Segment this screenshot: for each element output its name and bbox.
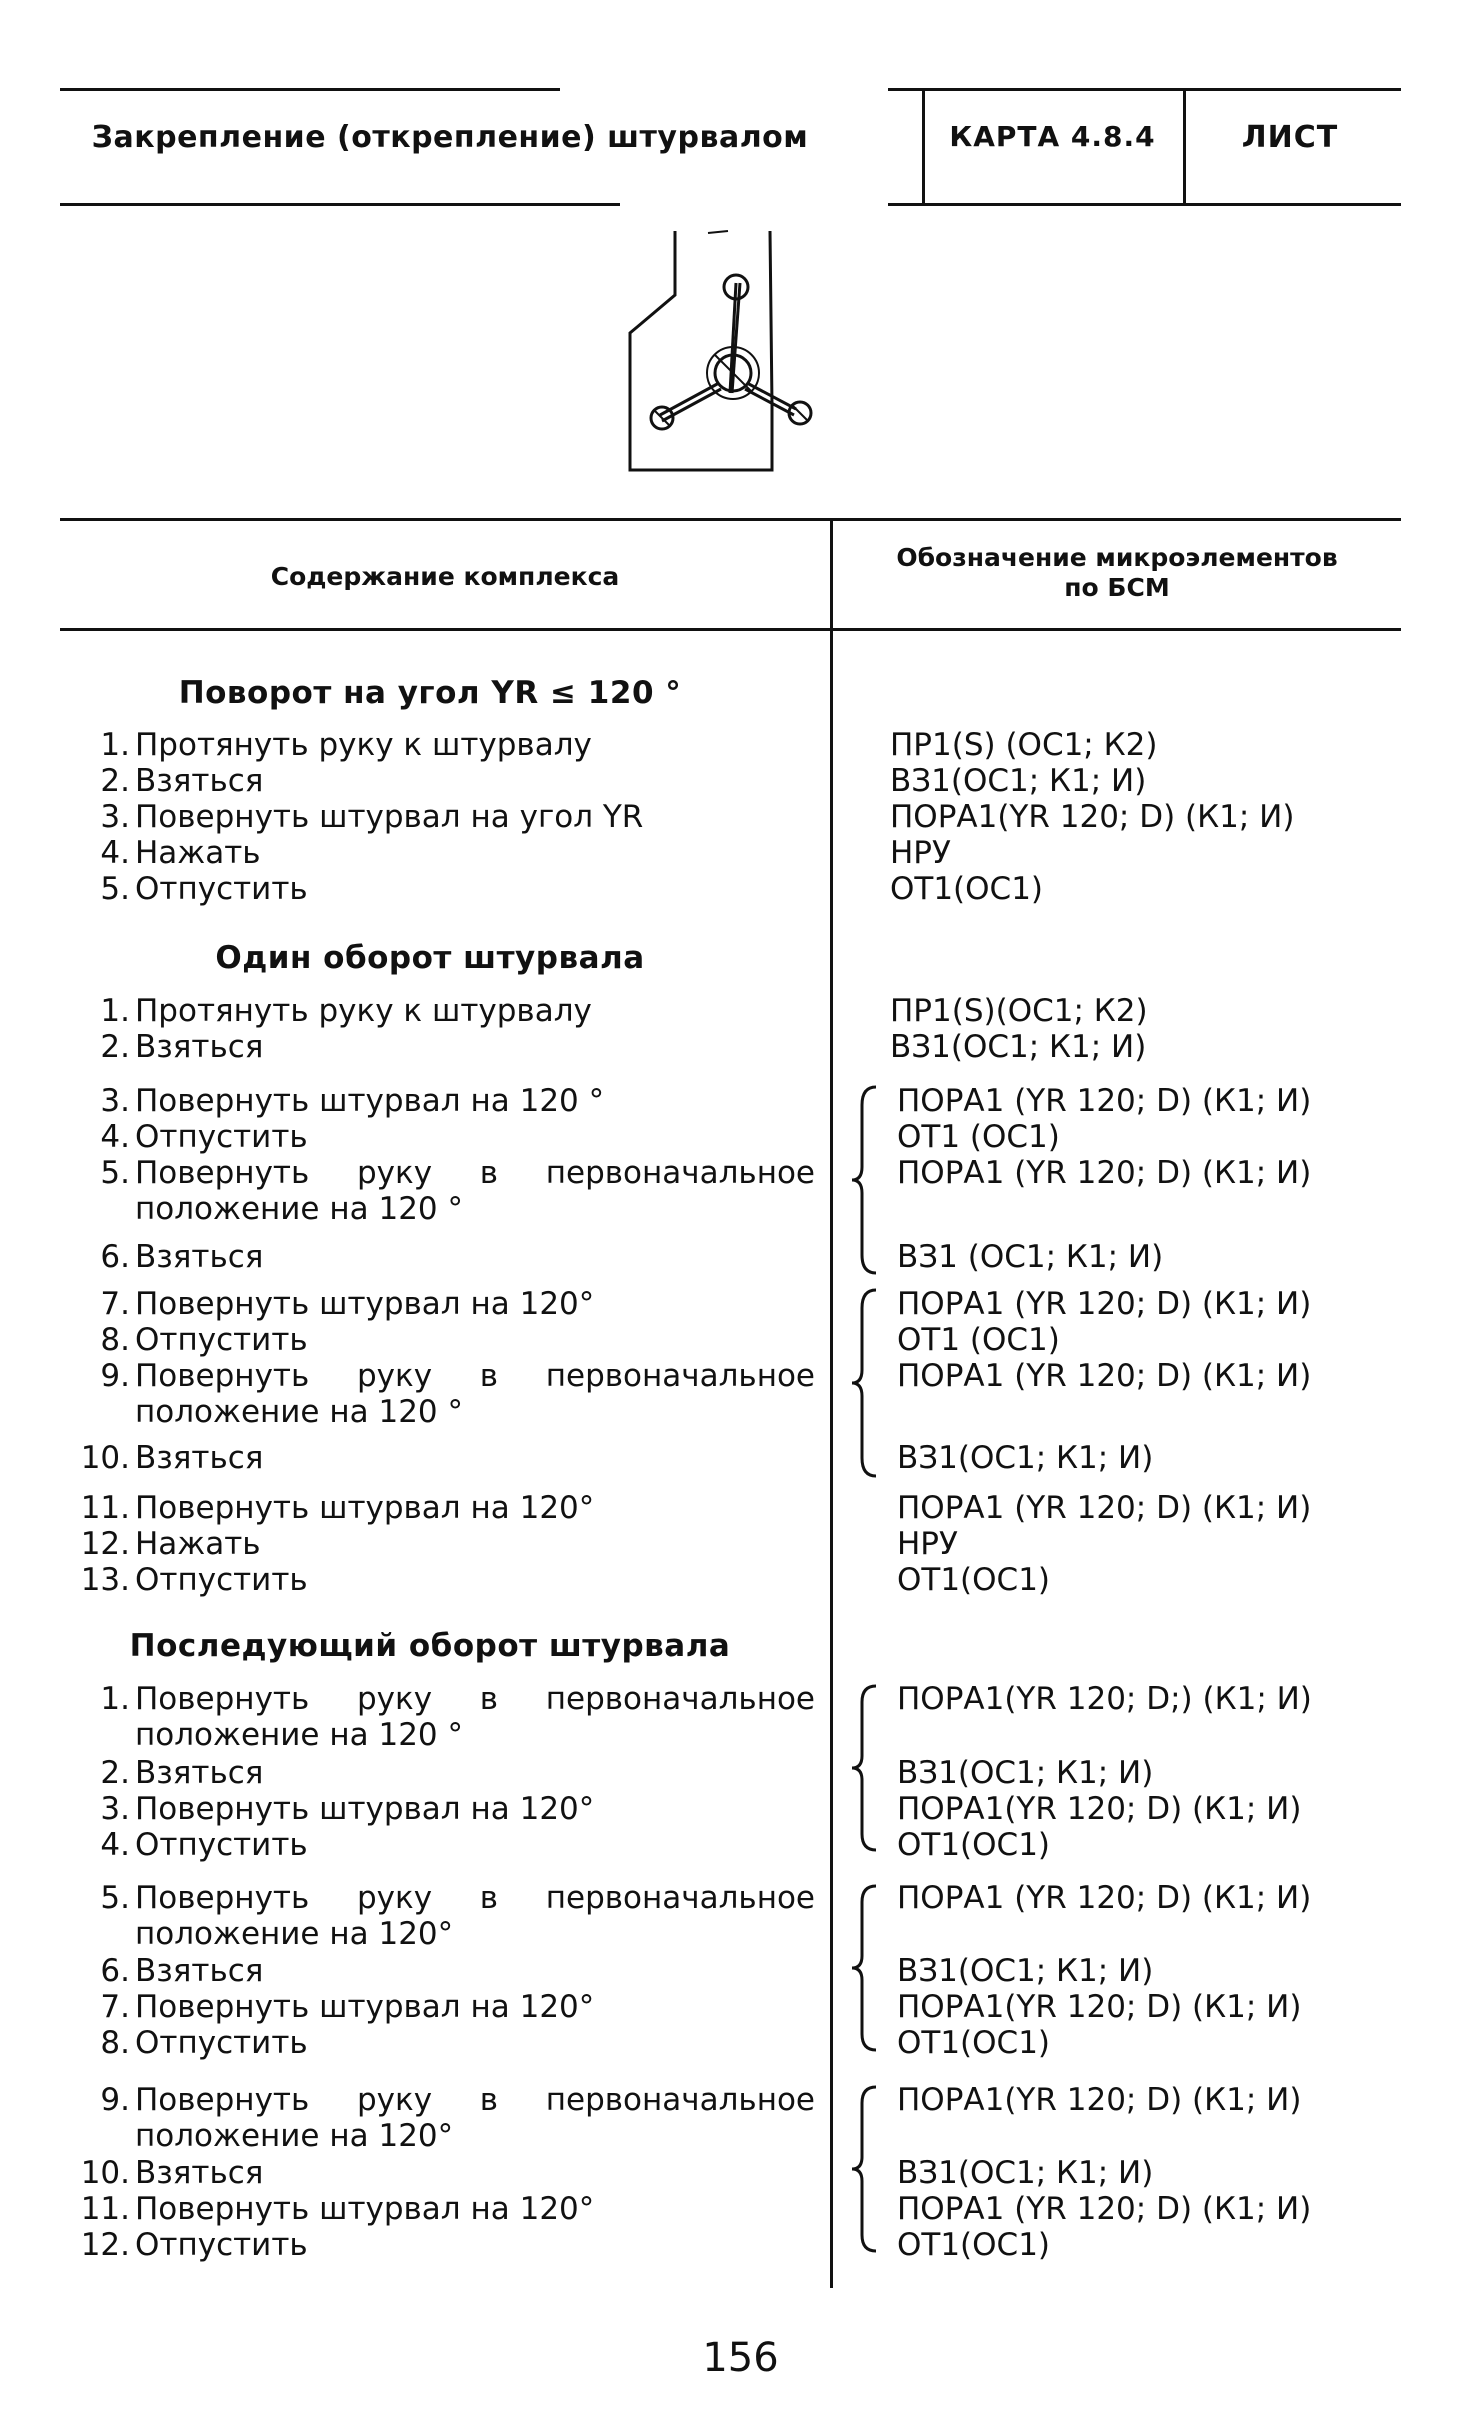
step-number: 13. — [80, 1562, 130, 1598]
column-header-codes-line2: по БСМ — [1064, 573, 1170, 602]
step-number: 1. — [100, 993, 130, 1029]
step-number: 5. — [100, 871, 130, 907]
sheet-label: ЛИСТ — [1241, 120, 1339, 155]
step-code: ПР1(S) (ОС1; К2) — [890, 727, 1158, 763]
step-code: ОТ1(ОС1) — [897, 2025, 1051, 2061]
step-text: Повернуть руку в первоначальное положение на 120 ° — [135, 1681, 815, 1753]
group-brace — [848, 1085, 882, 1275]
step-text: Протянуть руку к штурвалу — [135, 727, 592, 763]
step-number: 6. — [100, 1953, 130, 1989]
step-number: 5. — [100, 1155, 130, 1191]
step-number: 4. — [100, 835, 130, 871]
step-code: ПР1(S)(ОС1; К2) — [890, 993, 1148, 1029]
header-bottom-rule — [60, 203, 620, 206]
handwheel-diagram-icon — [620, 225, 840, 480]
step-text: Повернуть штурвал на 120 ° — [135, 1083, 605, 1119]
step-number: 12. — [80, 2227, 130, 2263]
step-number: 3. — [100, 1083, 130, 1119]
step-code: ПОРА1(YR 120; D;) (К1; И) — [897, 1681, 1312, 1717]
step-code: ВЗ1(ОС1; К1; И) — [890, 1029, 1147, 1065]
step-text: Взяться — [135, 1755, 264, 1791]
step-text: Повернуть руку в первоначальное положение на 120° — [135, 2082, 815, 2154]
step-number: 2. — [100, 763, 130, 799]
step-code: ОТ1 (ОС1) — [897, 1119, 1060, 1155]
step-code: ОТ1 (ОС1) — [897, 1322, 1060, 1358]
step-text: Протянуть руку к штурвалу — [135, 993, 592, 1029]
page-title: Закрепление (открепление) штурвалом — [91, 120, 809, 155]
table-head-rule — [60, 628, 1401, 631]
step-text: Отпустить — [135, 871, 308, 907]
card-number: КАРТА 4.8.4 — [949, 120, 1156, 153]
step-number: 2. — [100, 1029, 130, 1065]
step-text: Повернуть штурвал на 120° — [135, 1490, 595, 1526]
step-text: Повернуть штурвал на 120° — [135, 1989, 595, 2025]
step-text: Нажать — [135, 835, 261, 871]
step-number: 9. — [100, 1358, 130, 1394]
step-code: ОТ1(ОС1) — [897, 1827, 1051, 1863]
step-code: ПОРА1 (YR 120; D) (К1; И) — [897, 1880, 1312, 1916]
header-bottom-rule-right — [888, 203, 1401, 206]
header-top-rule-right — [888, 88, 1401, 91]
step-text: Взяться — [135, 1029, 264, 1065]
step-number: 3. — [100, 799, 130, 835]
table-top-rule — [60, 518, 1401, 521]
step-number: 10. — [80, 2155, 130, 2191]
group-brace — [848, 1288, 882, 1478]
step-text: Повернуть руку в первоначальное положение на 120 ° — [135, 1358, 815, 1430]
step-text: Повернуть штурвал на угол YR — [135, 799, 644, 835]
step-number: 6. — [100, 1239, 130, 1275]
header-top-rule — [60, 88, 560, 91]
step-number: 7. — [100, 1989, 130, 2025]
step-code: ПОРА1(YR 120; D) (К1; И) — [897, 2082, 1302, 2118]
section-title: Один оборот штурвала — [215, 940, 645, 976]
step-code: ПОРА1(YR 120; D) (К1; И) — [897, 1791, 1302, 1827]
step-code: ВЗ1 (ОС1; К1; И) — [897, 1239, 1164, 1275]
step-text: Отпустить — [135, 2227, 308, 2263]
step-code: ОТ1(ОС1) — [897, 1562, 1051, 1598]
step-text: Взяться — [135, 763, 264, 799]
step-code: ПОРА1 (YR 120; D) (К1; И) — [897, 1358, 1312, 1394]
step-text: Отпустить — [135, 1119, 308, 1155]
step-number: 1. — [100, 727, 130, 763]
step-code: ПОРА1(YR 120; D) (К1; И) — [897, 1989, 1302, 2025]
step-code: ПОРА1(YR 120; D) (К1; И) — [890, 799, 1295, 835]
step-number: 4. — [100, 1827, 130, 1863]
step-code: ОТ1(ОС1) — [890, 871, 1044, 907]
step-number: 8. — [100, 2025, 130, 2061]
step-text: Повернуть штурвал на 120° — [135, 2191, 595, 2227]
step-code: ВЗ1(ОС1; К1; И) — [897, 2155, 1154, 2191]
step-text: Взяться — [135, 2155, 264, 2191]
step-text: Повернуть руку в первоначальное положение на 120° — [135, 1880, 815, 1952]
step-code: ПОРА1 (YR 120; D) (К1; И) — [897, 1286, 1312, 1322]
column-header-codes-line1: Обозначение микроэлементов — [896, 543, 1338, 572]
group-brace — [848, 2085, 882, 2253]
step-text: Отпустить — [135, 1827, 308, 1863]
step-number: 9. — [100, 2082, 130, 2118]
step-number: 11. — [80, 1490, 130, 1526]
step-code: ВЗ1(ОС1; К1; И) — [890, 763, 1147, 799]
step-text: Нажать — [135, 1526, 261, 1562]
step-code: ВЗ1(ОС1; К1; И) — [897, 1953, 1154, 1989]
step-code: ОТ1(ОС1) — [897, 2227, 1051, 2263]
step-number: 7. — [100, 1286, 130, 1322]
step-number: 11. — [80, 2191, 130, 2227]
step-code: НРУ — [897, 1526, 958, 1562]
section-title: Последующий оборот штурвала — [129, 1628, 731, 1664]
section-title: Поворот на угол YR ≤ 120 ° — [178, 675, 682, 711]
step-text: Повернуть штурвал на 120° — [135, 1286, 595, 1322]
step-text: Взяться — [135, 1953, 264, 1989]
column-header-content: Содержание комплекса — [270, 562, 620, 591]
step-number: 1. — [100, 1681, 130, 1717]
step-number: 10. — [80, 1440, 130, 1476]
step-number: 2. — [100, 1755, 130, 1791]
group-brace — [848, 1884, 882, 2052]
step-code: ПОРА1 (YR 120; D) (К1; И) — [897, 1155, 1312, 1191]
step-code: ПОРА1 (YR 120; D) (К1; И) — [897, 2191, 1312, 2227]
column-divider — [830, 518, 833, 2288]
step-text: Взяться — [135, 1440, 264, 1476]
step-text: Повернуть штурвал на 120° — [135, 1791, 595, 1827]
step-text: Повернуть руку в первоначальное положение на 120 ° — [135, 1155, 815, 1227]
header-divider-right — [1183, 91, 1186, 203]
step-text: Взяться — [135, 1239, 264, 1275]
step-number: 12. — [80, 1526, 130, 1562]
step-code: ВЗ1(ОС1; К1; И) — [897, 1440, 1154, 1476]
step-code: НРУ — [890, 835, 951, 871]
page-number: 156 — [702, 2335, 779, 2381]
step-code: ПОРА1 (YR 120; D) (К1; И) — [897, 1083, 1312, 1119]
group-brace — [848, 1684, 882, 1852]
step-text: Отпустить — [135, 1322, 308, 1358]
step-code: ВЗ1(ОС1; К1; И) — [897, 1755, 1154, 1791]
step-code: ПОРА1 (YR 120; D) (К1; И) — [897, 1490, 1312, 1526]
step-number: 3. — [100, 1791, 130, 1827]
step-number: 5. — [100, 1880, 130, 1916]
step-number: 4. — [100, 1119, 130, 1155]
step-text: Отпустить — [135, 1562, 308, 1598]
step-number: 8. — [100, 1322, 130, 1358]
step-text: Отпустить — [135, 2025, 308, 2061]
